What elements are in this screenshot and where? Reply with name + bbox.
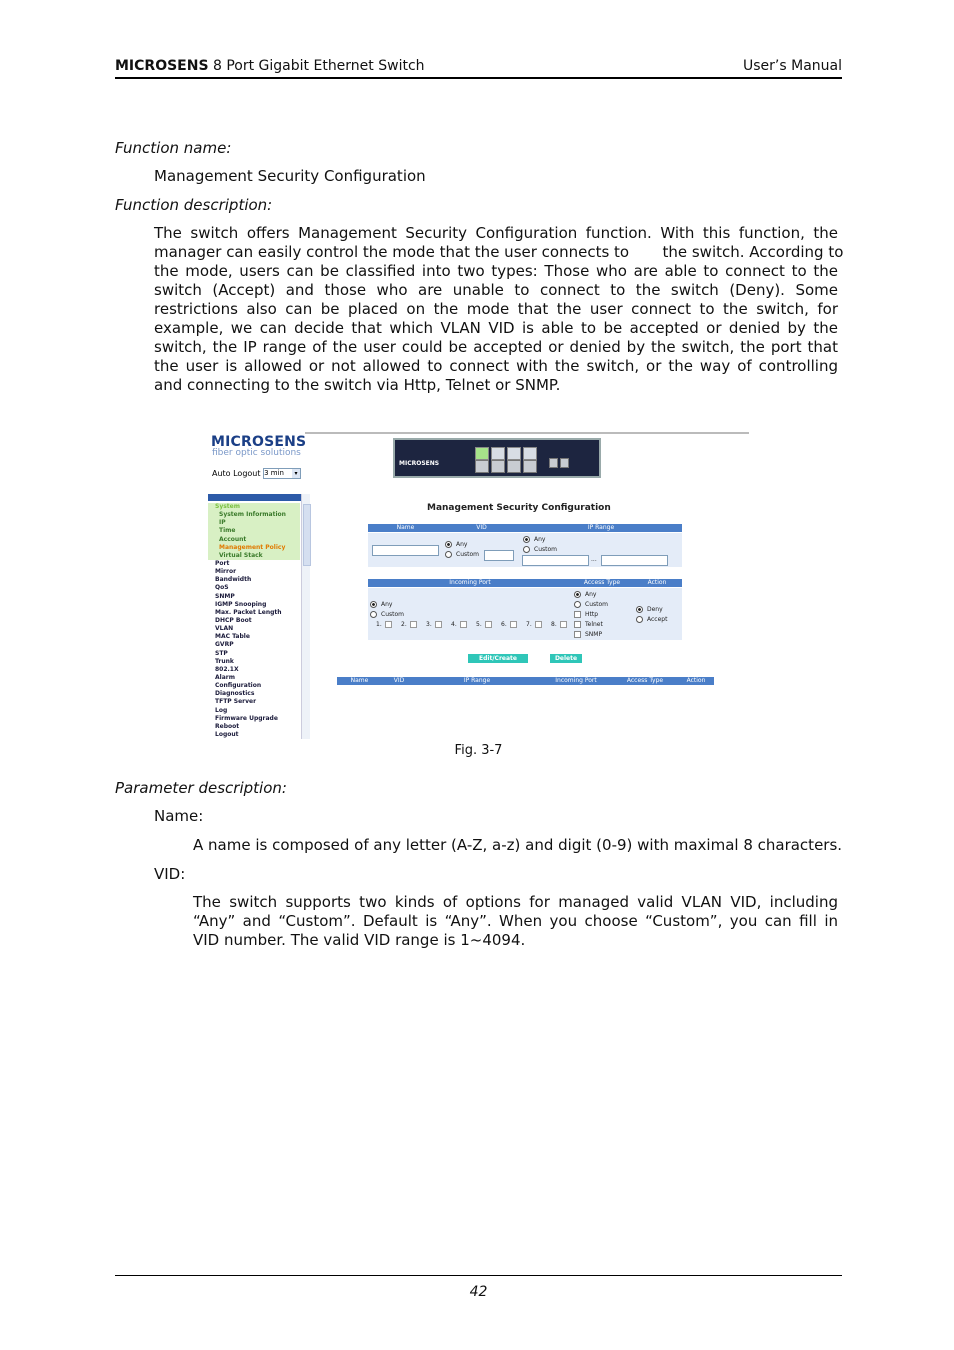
checkbox-icon (560, 621, 567, 628)
sidebar-item[interactable]: Reboot (215, 722, 240, 730)
sidebar-item[interactable]: Alarm (215, 673, 235, 681)
table-header-1 (368, 524, 682, 532)
ip-separator: ... (591, 556, 597, 563)
port-led-icon (507, 460, 521, 473)
col-access-type: Access Type (583, 579, 621, 586)
action-accept-radio[interactable] (636, 616, 667, 624)
checkbox-icon (510, 621, 517, 628)
radio-checked-icon (574, 591, 581, 598)
port-checkbox[interactable] (376, 621, 392, 629)
table-header-2 (368, 579, 682, 587)
port-label: 1. (376, 621, 382, 628)
ip-start-input[interactable] (522, 555, 589, 566)
vid-custom-label: Custom (456, 551, 479, 558)
description-line: the mode, users can be classified into two types: Those who are able to connect to the (154, 262, 838, 280)
sidebar-item[interactable]: Mirror (215, 568, 237, 576)
list-col-name: Name (350, 677, 369, 684)
function-name: Management Security Configuration (154, 167, 426, 185)
port-led-icon (475, 460, 489, 473)
sidebar-item[interactable]: IP (208, 519, 300, 527)
port-checkbox[interactable] (551, 621, 567, 629)
description-line: manager can easily control the mode that the user connects to the switch. According to (154, 243, 844, 261)
description-line: and connecting to the switch via Http, Telnet or SNMP. (154, 376, 561, 394)
footer-rule (115, 1275, 842, 1276)
sidebar-item[interactable]: GVRP (215, 641, 234, 649)
sidebar-item[interactable]: IGMP Snooping (215, 600, 267, 608)
checkbox-icon (574, 631, 581, 638)
radio-icon (636, 616, 643, 623)
sidebar-item[interactable]: Time (208, 527, 300, 535)
description-line: restrictions also can be placed on the mode that the user connect to the switch, for (154, 300, 838, 318)
figure-caption: Fig. 3-7 (454, 743, 503, 758)
sidebar-item[interactable]: 802.1X (215, 665, 239, 673)
checkbox-icon (485, 621, 492, 628)
delete-button[interactable]: Delete (550, 654, 582, 663)
sidebar-item[interactable]: System (208, 503, 300, 511)
action-deny-label: Deny (647, 606, 663, 613)
sidebar-item[interactable]: VLAN (215, 625, 234, 633)
vid-input[interactable] (484, 550, 514, 561)
port-checkbox[interactable] (401, 621, 417, 629)
radio-checked-icon (636, 606, 643, 613)
port-any-label: Any (381, 601, 393, 608)
port-label: 6. (501, 621, 507, 628)
page-header (115, 57, 842, 79)
radio-checked-icon (445, 541, 452, 548)
port-checkbox[interactable] (526, 621, 542, 629)
checkbox-icon (574, 611, 581, 618)
port-label: 5. (476, 621, 482, 628)
sidebar-item[interactable]: Max. Packet Length (215, 608, 282, 616)
access-custom-label: Custom (585, 601, 608, 608)
port-led-icon (491, 447, 505, 460)
auto-logout (212, 468, 301, 479)
vid-any-label: Any (456, 541, 468, 548)
sidebar-item[interactable]: MAC Table (215, 633, 250, 641)
table-body-2 (368, 588, 682, 640)
function-description-label: Function description: (115, 196, 273, 214)
sidebar-item[interactable]: System Information (208, 511, 300, 519)
access-any-radio[interactable] (574, 591, 596, 599)
header-product: 8 Port Gigabit Ethernet Switch (208, 58, 425, 74)
name-input[interactable] (372, 545, 439, 556)
port-custom-label: Custom (381, 611, 404, 618)
col-incoming-port: Incoming Port (449, 579, 491, 586)
checkbox-icon (574, 621, 581, 628)
list-col-vid: VID (393, 677, 405, 684)
col-ip-range: IP Range (587, 524, 615, 531)
sidebar-item[interactable]: Logout (215, 730, 239, 738)
access-http-checkbox[interactable] (574, 611, 598, 619)
sidebar-item[interactable]: STP (215, 649, 228, 657)
param-vid-label: VID: (154, 865, 186, 883)
sidebar-item[interactable]: Management Policy (208, 544, 300, 552)
port-led-icon (475, 447, 489, 460)
port-label: 4. (451, 621, 457, 628)
col-vid: VID (476, 524, 487, 531)
radio-icon (523, 546, 530, 553)
device-brand: MICROSENS (399, 460, 440, 467)
port-label: 8. (551, 621, 557, 628)
sidebar-item[interactable]: Bandwidth (215, 576, 252, 584)
access-custom-radio[interactable] (574, 601, 608, 609)
sidebar-item[interactable]: Account (208, 536, 300, 544)
sidebar-item[interactable]: Trunk (215, 657, 234, 665)
sidebar-item[interactable]: SNMP (215, 592, 235, 600)
sfp-port-icon (560, 458, 569, 468)
sidebar-item[interactable]: QoS (215, 584, 229, 592)
checkbox-icon (460, 621, 467, 628)
sidebar-item[interactable]: Configuration (215, 682, 262, 690)
menu-scrollbar[interactable] (301, 494, 310, 739)
vid-desc-line: “Any” and “Custom”. Default is “Any”. When you choose “Custom”, you can fill in (193, 912, 838, 930)
description-line: switch (Accept) and those who are unable to connect to the switch (Deny). Some (154, 281, 838, 299)
action-deny-radio[interactable] (636, 606, 663, 614)
page-number: 42 (469, 1284, 488, 1300)
sidebar-item[interactable]: Log (215, 706, 228, 714)
port-led-icon (507, 447, 521, 460)
access-telnet-checkbox[interactable] (574, 621, 603, 629)
sidebar-item[interactable]: Firmware Upgrade (215, 714, 278, 722)
screenshot-figure (205, 432, 749, 739)
description-line: The switch offers Management Security Configuration function. With this function, the (154, 224, 838, 242)
list-col-action: Action (686, 677, 706, 684)
access-http-label: Http (585, 611, 599, 618)
auto-logout-value: 3 min (264, 469, 284, 477)
edit-create-button[interactable]: Edit/Create (468, 654, 528, 663)
device-panel-image (393, 438, 601, 478)
port-label: 7. (526, 621, 532, 628)
description-line: example, we can decide that which VLAN VID is able to be accepted or denied by the (154, 319, 838, 337)
param-name-label: Name: (154, 807, 204, 825)
list-col-incoming-port: Incoming Port (555, 677, 597, 684)
vid-any-radio[interactable] (445, 541, 467, 549)
radio-icon (445, 551, 452, 558)
port-led-icon (491, 460, 505, 473)
header-manual: User’s Manual (743, 58, 842, 74)
sidebar-item[interactable]: Virtual Stack (208, 552, 300, 560)
port-checkbox[interactable] (501, 621, 517, 629)
ip-any-radio[interactable] (523, 536, 545, 544)
radio-checked-icon (523, 536, 530, 543)
port-led-icon (523, 447, 537, 460)
list-header (337, 677, 714, 685)
action-accept-label: Accept (647, 616, 668, 623)
access-any-label: Any (585, 591, 597, 598)
radio-checked-icon (370, 601, 377, 608)
chevron-down-icon: ▾ (292, 469, 300, 478)
header-brand: MICROSENS (115, 58, 209, 74)
param-name-desc: A name is composed of any letter (A-Z, a-z) and digit (0-9) with maximal 8 characters. (193, 836, 843, 854)
list-col-ip-range: IP Range (463, 677, 491, 684)
access-snmp-checkbox[interactable] (574, 631, 602, 639)
port-label: 2. (401, 621, 407, 628)
port-checkbox[interactable] (451, 621, 467, 629)
access-telnet-label: Telnet (585, 621, 603, 628)
vid-desc-line: The switch supports two kinds of options for managed valid VLAN VID, including (193, 893, 838, 911)
microsens-logo: MICROSENS (211, 434, 307, 450)
port-led-icon (523, 460, 537, 473)
radio-icon (574, 601, 581, 608)
vid-custom-radio[interactable] (445, 551, 479, 559)
parameter-label: Parameter description: (115, 779, 287, 797)
description-line: the user is allowed or not allowed to connect with the switch, or the way of controlling (154, 357, 838, 375)
header-title (115, 58, 425, 74)
menu-header (208, 494, 303, 501)
port-label: 3. (426, 621, 432, 628)
ip-end-input[interactable] (601, 555, 668, 566)
function-name-label: Function name: (115, 139, 232, 157)
checkbox-icon (410, 621, 417, 628)
checkbox-icon (385, 621, 392, 628)
auto-logout-select[interactable] (263, 468, 301, 479)
radio-icon (370, 611, 377, 618)
scrollbar-thumb[interactable] (303, 504, 311, 566)
ip-any-label: Any (534, 536, 546, 543)
access-snmp-label: SNMP (585, 631, 603, 638)
sfp-port-icon (549, 458, 558, 468)
sidebar-item[interactable]: Port (215, 559, 230, 567)
sidebar-item[interactable]: Diagnostics (215, 690, 255, 698)
port-any-radio[interactable] (370, 601, 392, 609)
port-custom-radio[interactable] (370, 611, 404, 619)
function-description (154, 224, 844, 395)
checkbox-icon (435, 621, 442, 628)
logo-subtitle: fiber optic solutions (212, 448, 301, 458)
ip-custom-label: Custom (534, 546, 557, 553)
list-col-access-type: Access Type (626, 677, 664, 684)
vid-desc-line: VID number. The valid VID range is 1~4094. (193, 931, 526, 949)
port-checkbox[interactable] (476, 621, 492, 629)
sidebar-menu (208, 503, 300, 739)
description-line: switch, the IP range of the user could be accepted or denied by the switch, the port that (154, 338, 838, 356)
page-title: Management Security Configuration (427, 503, 611, 513)
checkbox-icon (535, 621, 542, 628)
col-action: Action (647, 579, 667, 586)
port-checkbox[interactable] (426, 621, 442, 629)
param-vid-desc (193, 893, 838, 950)
sidebar-item[interactable]: DHCP Boot (215, 616, 252, 624)
col-name: Name (396, 524, 415, 531)
sidebar-item[interactable]: TFTP Server (215, 698, 257, 706)
auto-logout-label: Auto Logout (212, 469, 261, 478)
ip-custom-radio[interactable] (523, 546, 557, 554)
